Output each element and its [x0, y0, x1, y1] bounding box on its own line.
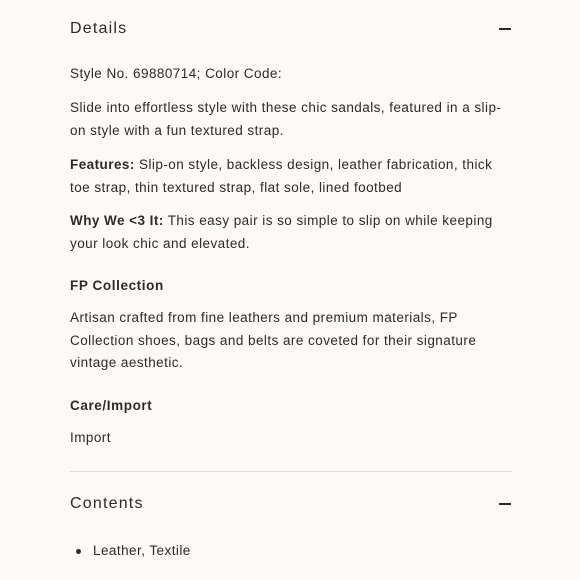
product-description: Slide into effortless style with these chic sandals, featured in a slip-on style with a fun textured strap.: [70, 100, 502, 138]
list-item: [70, 540, 191, 562]
contents-accordion-header[interactable]: [70, 495, 512, 513]
contents-item-text: Leather, Textile: [93, 543, 191, 558]
why-we-love-it-paragraph: [70, 210, 510, 255]
care-import-heading: Care/Import: [70, 398, 153, 413]
minus-icon[interactable]: [499, 498, 511, 510]
contents-title: Contents: [70, 495, 144, 512]
style-number: Style No. 69880714; Color Code:: [70, 66, 283, 81]
details-title: Details: [70, 20, 128, 37]
details-accordion-header[interactable]: [70, 20, 512, 38]
care-import-text: Import: [70, 430, 111, 445]
fp-collection-heading: FP Collection: [70, 278, 164, 293]
bullet-icon: [76, 549, 81, 554]
features-label: Features:: [70, 157, 135, 172]
features-paragraph: [70, 154, 510, 199]
section-divider: [70, 471, 512, 472]
features-text: Slip-on style, backless design, leather fabrication, thick toe strap, thin textured strap, flat sole, lined footbed: [70, 157, 493, 195]
why-text: This easy pair is so simple to slip on while keeping your look chic and elevated.: [70, 213, 493, 251]
fp-collection-text: Artisan crafted from fine leathers and premium materials, FP Collection shoes, bags and belts are coveted for their signature vintage aesthetic.: [70, 310, 477, 370]
why-label: Why We <3 It:: [70, 213, 164, 228]
minus-icon[interactable]: [499, 23, 511, 35]
contents-list: [70, 540, 191, 562]
